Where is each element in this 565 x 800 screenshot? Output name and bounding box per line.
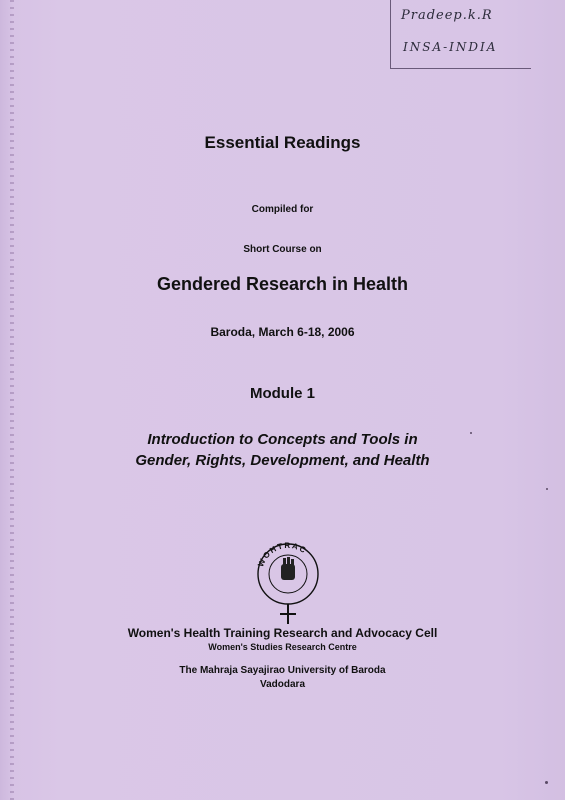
place-date: Baroda, March 6-18, 2006	[210, 325, 355, 339]
organization-name: Women's Health Training Research and Advocacy Cell	[127, 626, 438, 640]
handwritten-stamp-box	[390, 0, 531, 69]
research-centre: Women's Studies Research Centre	[208, 642, 357, 652]
university-name: The Mahraja Sayajirao University of Baroda	[179, 665, 386, 676]
module-heading: Module 1	[249, 385, 315, 402]
short-course-label: Short Course on	[243, 244, 322, 255]
city-name: Vadodara	[259, 679, 306, 690]
module-title	[0, 429, 565, 471]
university-block	[0, 664, 565, 692]
paper-speck	[545, 781, 548, 784]
wohtrac-logo	[252, 538, 324, 626]
course-title: Gendered Research in Health	[156, 274, 409, 294]
handwritten-affiliation: INSA-INDIA	[403, 40, 498, 54]
module-title-line-2: Gender, Rights, Development, and Health	[135, 452, 430, 469]
document-title: Essential Readings	[204, 133, 361, 152]
svg-text:WOHTRAC: WOHTRAC	[256, 540, 309, 569]
handwritten-name: Pradeep.k.R	[401, 8, 493, 23]
paper-speck	[546, 488, 548, 490]
compiled-for-label: Compiled for	[251, 204, 314, 215]
paper-speck	[470, 432, 472, 434]
module-title-line-1: Introduction to Concepts and Tools in	[147, 431, 418, 448]
